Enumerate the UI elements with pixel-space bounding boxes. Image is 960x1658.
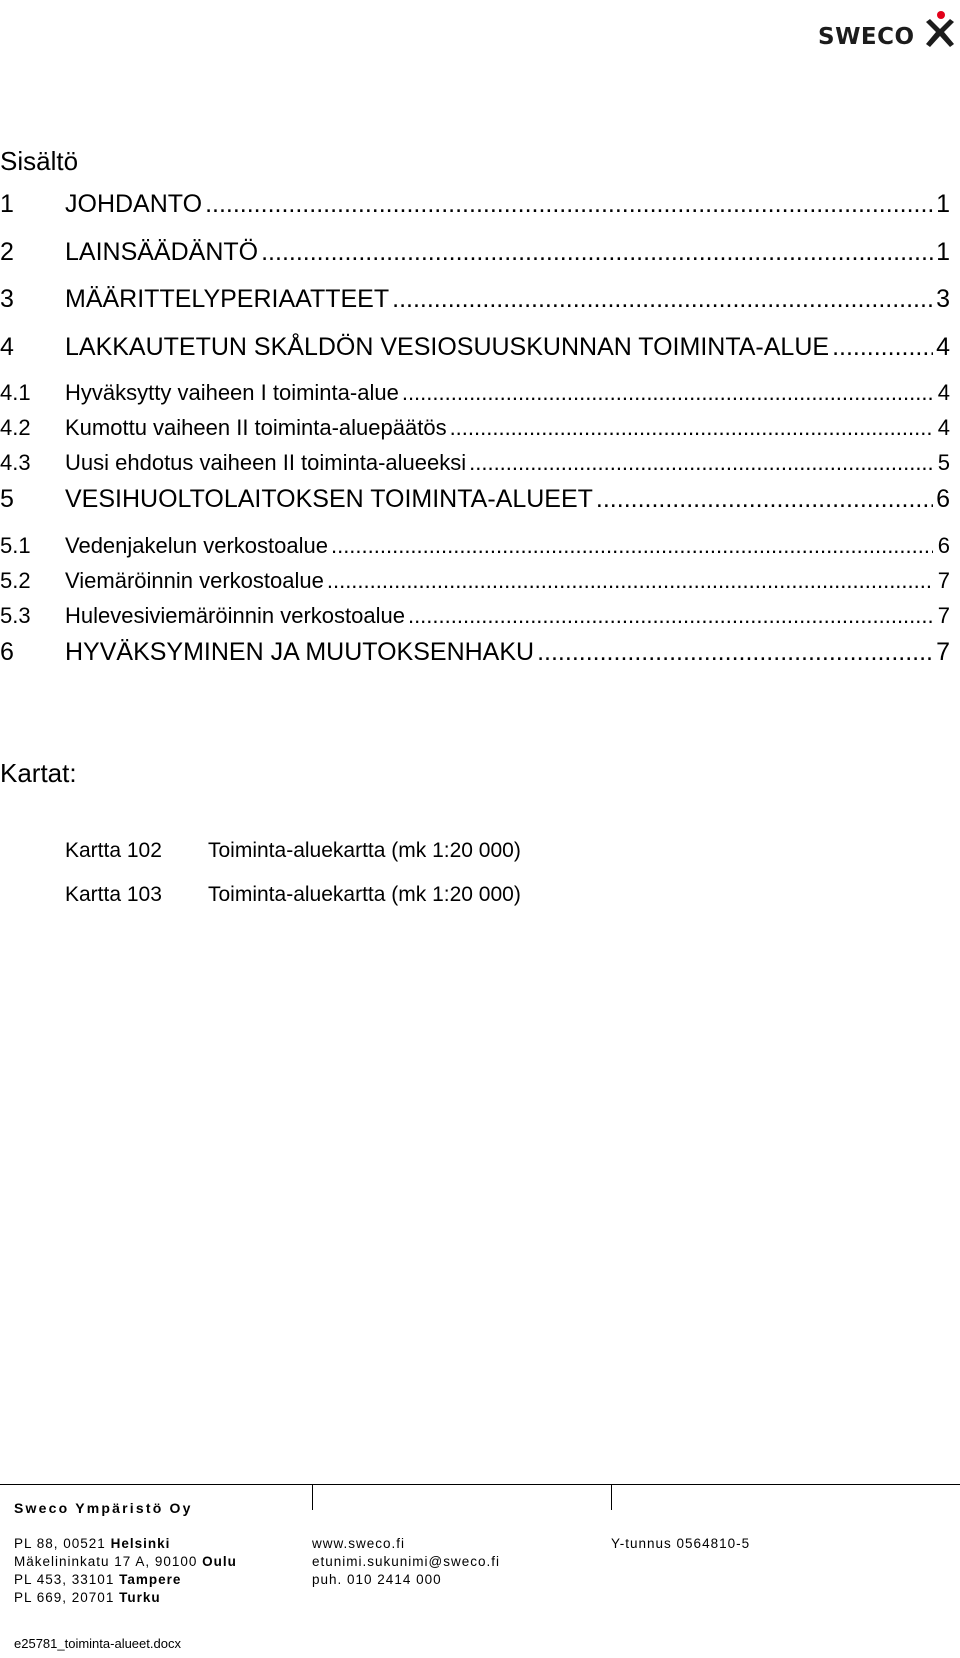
toc-entry-title: Hulevesiviemäröinnin verkostoalue xyxy=(65,602,405,628)
toc-entry-page: 6 xyxy=(936,485,950,513)
toc-entry-number: 5.2 xyxy=(0,567,31,593)
toc-entry-title: JOHDANTO xyxy=(65,190,203,218)
toc-entry-number: 4.3 xyxy=(0,450,31,475)
toc-dot-leader xyxy=(261,237,933,267)
footer-divider-tick xyxy=(611,1484,612,1510)
toc-entry-number: 2 xyxy=(0,237,14,266)
address-city: Turku xyxy=(119,1590,161,1605)
address-street: PL 453, 33101 xyxy=(14,1572,120,1587)
toc-entry[interactable] xyxy=(0,189,950,237)
footer-contact xyxy=(312,1535,500,1589)
footer-address-line xyxy=(14,1571,237,1589)
toc-entry-page: 4 xyxy=(936,332,950,361)
toc-dot-leader xyxy=(596,484,933,514)
toc-dot-leader xyxy=(392,284,933,314)
maps-heading: Kartat: xyxy=(0,758,77,788)
toc-dot-leader xyxy=(832,332,933,362)
footer-address-line xyxy=(14,1589,237,1607)
toc-entry[interactable] xyxy=(0,379,950,414)
toc-entry[interactable] xyxy=(0,532,950,567)
toc-entry-page: 1 xyxy=(936,237,950,266)
toc-entry-title: Vedenjakelun verkostoalue xyxy=(65,532,328,558)
footer-addresses xyxy=(14,1535,237,1607)
toc-entry-number: 4 xyxy=(0,332,14,361)
footer-company-name: Sweco Ympäristö Oy xyxy=(14,1500,193,1516)
address-street: Mäkelininkatu 17 A, 90100 xyxy=(14,1554,203,1569)
toc-entry-title: Viemäröinnin verkostoalue xyxy=(65,567,324,593)
toc-entry-number: 1 xyxy=(0,190,14,218)
document-filename: e25781_toiminta-alueet.docx xyxy=(14,1636,181,1651)
toc-entry-title: LAINSÄÄDÄNTÖ xyxy=(65,237,259,266)
toc-dot-leader xyxy=(469,449,933,477)
toc-dot-leader xyxy=(450,414,933,442)
toc-entry-page: 7 xyxy=(936,637,950,666)
footer-address-line xyxy=(14,1535,237,1553)
address-city: Helsinki xyxy=(110,1536,171,1551)
toc-entry-page: 5 xyxy=(937,450,950,475)
maps-list xyxy=(65,838,521,926)
map-description: Toiminta-aluekartta (mk 1:20 000) xyxy=(208,883,521,906)
toc-entry-page: 3 xyxy=(936,285,950,313)
address-street: PL 88, 00521 xyxy=(14,1536,111,1551)
sweco-person-icon xyxy=(922,10,958,50)
toc-entry-page: 7 xyxy=(937,567,950,593)
toc-entry-page: 1 xyxy=(936,190,950,218)
toc-entry-page: 4 xyxy=(937,380,950,405)
toc-entry-number: 3 xyxy=(0,285,14,313)
map-item xyxy=(65,882,521,926)
toc-entry[interactable] xyxy=(0,637,950,685)
toc-dot-leader xyxy=(402,379,933,407)
toc-entry-number: 5.3 xyxy=(0,602,31,628)
toc-entry[interactable] xyxy=(0,567,950,602)
map-id: Kartta 103 xyxy=(65,883,162,906)
footer-web[interactable]: www.sweco.fi xyxy=(312,1536,406,1551)
toc-entry-number: 5.1 xyxy=(0,532,31,558)
map-item xyxy=(65,838,521,882)
toc-dot-leader xyxy=(331,532,933,560)
toc-entry-number: 4.2 xyxy=(0,415,31,440)
toc-entry[interactable] xyxy=(0,449,950,484)
toc-entry-number: 6 xyxy=(0,637,14,666)
map-id: Kartta 102 xyxy=(65,839,162,862)
footer-divider xyxy=(0,1484,960,1485)
toc-entry[interactable] xyxy=(0,602,950,637)
toc-entry[interactable] xyxy=(0,332,950,380)
toc-entry-title: HYVÄKSYMINEN JA MUUTOKSENHAKU xyxy=(65,637,535,666)
table-of-contents xyxy=(0,189,950,684)
address-city: Tampere xyxy=(119,1572,182,1587)
address-city: Oulu xyxy=(202,1554,237,1569)
toc-entry-number: 4.1 xyxy=(0,380,31,405)
toc-entry-title: VESIHUOLTOLAITOKSEN TOIMINTA-ALUEET xyxy=(65,485,593,513)
toc-entry[interactable] xyxy=(0,237,950,285)
toc-entry-page: 7 xyxy=(937,602,950,628)
footer-phone: puh. 010 2414 000 xyxy=(312,1572,442,1587)
toc-dot-leader xyxy=(327,567,933,595)
toc-dot-leader xyxy=(537,637,933,667)
toc-dot-leader xyxy=(205,189,933,219)
map-description: Toiminta-aluekartta (mk 1:20 000) xyxy=(208,839,521,862)
toc-entry-title: Uusi ehdotus vaiheen II toiminta-alueeksi xyxy=(65,450,467,475)
toc-entry-title: Hyväksytty vaiheen I toiminta-alue xyxy=(65,380,399,405)
footer-business-id: Y-tunnus 0564810-5 xyxy=(611,1536,751,1551)
toc-entry-number: 5 xyxy=(0,485,14,513)
sweco-logo xyxy=(818,10,960,54)
address-street: PL 669, 20701 xyxy=(14,1590,120,1605)
footer-business-id-col xyxy=(611,1535,750,1553)
toc-entry-title: LAKKAUTETUN SKÅLDÖN VESIOSUUSKUNNAN TOIMINTA-ALUE xyxy=(65,332,830,361)
footer-address-line xyxy=(14,1553,237,1571)
toc-entry[interactable] xyxy=(0,484,950,532)
logo-wordmark: SWECO xyxy=(818,24,915,50)
toc-entry-page: 6 xyxy=(937,532,950,558)
toc-heading: Sisältö xyxy=(0,146,79,176)
toc-entry[interactable] xyxy=(0,284,950,332)
toc-entry-title: Kumottu vaiheen II toiminta-aluepäätös xyxy=(65,415,447,440)
toc-entry[interactable] xyxy=(0,414,950,449)
footer-email[interactable]: etunimi.sukunimi@sweco.fi xyxy=(312,1554,501,1569)
footer-divider-tick xyxy=(312,1484,313,1510)
toc-dot-leader xyxy=(408,602,933,630)
toc-entry-page: 4 xyxy=(937,415,950,440)
toc-entry-title: MÄÄRITTELYPERIAATTEET xyxy=(65,285,390,313)
